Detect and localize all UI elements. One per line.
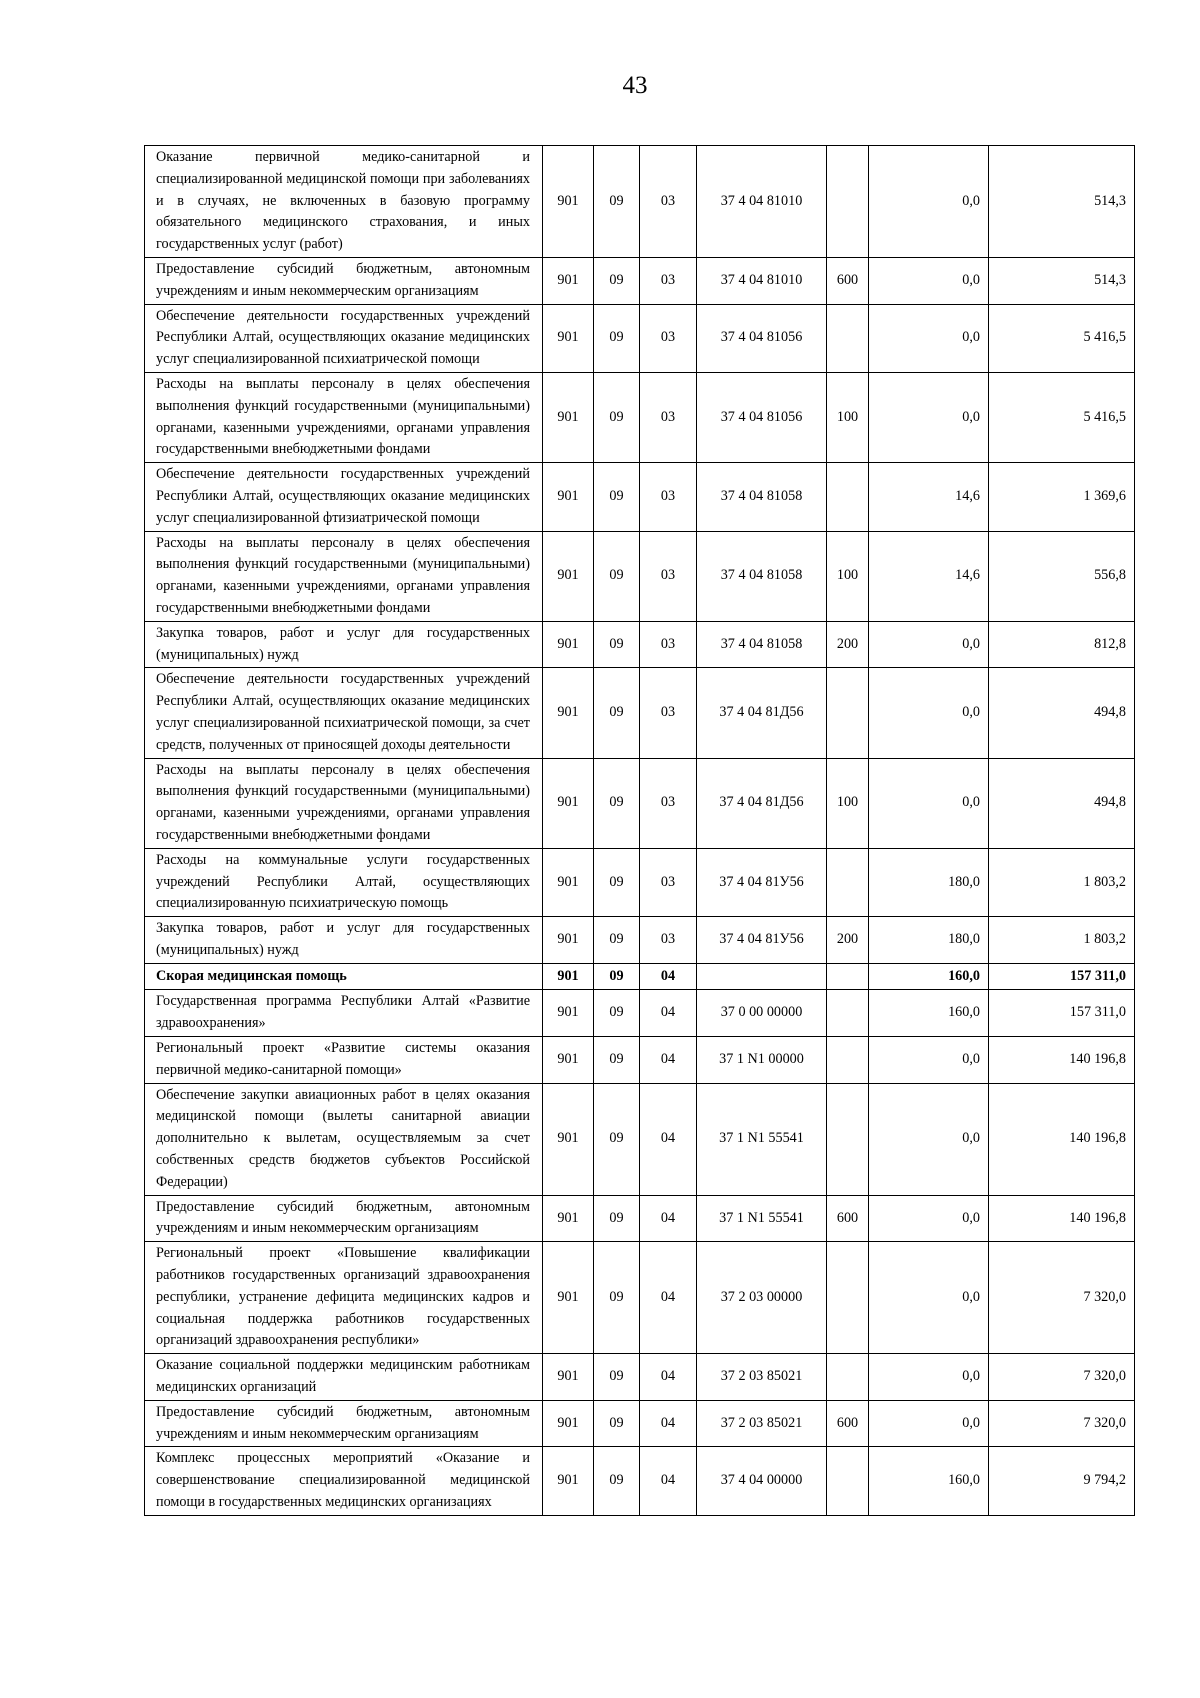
ministry-code: 901 [543, 372, 594, 462]
target-article-code: 37 4 04 81058 [697, 463, 827, 531]
target-article-code: 37 0 00 00000 [697, 990, 827, 1037]
subsection-code: 04 [640, 990, 697, 1037]
row-description: Обеспечение деятельности государственных учреждений Республики Алтай, осуществляющих оказание медицинских услуг специализированной психиатрической помощи, за счет средств, полученных от приносящей доходы деятельности [145, 668, 543, 758]
target-article-code: 37 4 04 81010 [697, 257, 827, 304]
table-row [145, 1242, 1135, 1354]
section-code: 09 [594, 257, 640, 304]
expense-type-code [827, 1083, 869, 1195]
target-article-code: 37 1 N1 55541 [697, 1083, 827, 1195]
amount-1: 0,0 [869, 1354, 989, 1401]
section-code: 09 [594, 1447, 640, 1515]
amount-2: 514,3 [989, 257, 1135, 304]
target-article-code: 37 4 04 00000 [697, 1447, 827, 1515]
amount-2: 7 320,0 [989, 1242, 1135, 1354]
amount-2: 7 320,0 [989, 1354, 1135, 1401]
subsection-code: 03 [640, 463, 697, 531]
table-row [145, 1447, 1135, 1515]
subsection-code: 04 [640, 1400, 697, 1447]
amount-1: 0,0 [869, 1242, 989, 1354]
section-code: 09 [594, 621, 640, 668]
subsection-code: 03 [640, 146, 697, 258]
expense-type-code: 100 [827, 531, 869, 621]
section-code: 09 [594, 668, 640, 758]
target-article-code [697, 963, 827, 990]
amount-1: 180,0 [869, 917, 989, 964]
target-article-code: 37 4 04 81056 [697, 304, 827, 372]
row-description: Государственная программа Республики Алтай «Развитие здравоохранения» [145, 990, 543, 1037]
amount-2: 494,8 [989, 758, 1135, 848]
section-code: 09 [594, 463, 640, 531]
amount-1: 0,0 [869, 1083, 989, 1195]
subsection-code: 03 [640, 372, 697, 462]
amount-1: 0,0 [869, 372, 989, 462]
subsection-code: 04 [640, 963, 697, 990]
target-article-code: 37 4 04 81056 [697, 372, 827, 462]
table-row [145, 531, 1135, 621]
expense-type-code [827, 463, 869, 531]
expense-type-code [827, 1354, 869, 1401]
table-row [145, 1400, 1135, 1447]
expense-type-code: 200 [827, 917, 869, 964]
amount-1: 14,6 [869, 531, 989, 621]
section-code: 09 [594, 758, 640, 848]
amount-2: 7 320,0 [989, 1400, 1135, 1447]
target-article-code: 37 2 03 85021 [697, 1354, 827, 1401]
amount-2: 812,8 [989, 621, 1135, 668]
expense-type-code [827, 1447, 869, 1515]
row-description: Предоставление субсидий бюджетным, автономным учреждениям и иным некоммерческим организациям [145, 1400, 543, 1447]
expense-type-code: 100 [827, 372, 869, 462]
target-article-code: 37 4 04 81У56 [697, 848, 827, 916]
table-row [145, 463, 1135, 531]
amount-2: 5 416,5 [989, 304, 1135, 372]
row-description: Закупка товаров, работ и услуг для государственных (муниципальных) нужд [145, 621, 543, 668]
table-row [145, 668, 1135, 758]
table-row [145, 372, 1135, 462]
subsection-code: 04 [640, 1354, 697, 1401]
amount-2: 157 311,0 [989, 990, 1135, 1037]
section-code: 09 [594, 1195, 640, 1242]
row-description: Расходы на выплаты персоналу в целях обеспечения выполнения функций государственными (муниципальными) органами, казенными учреждениями, органами управления государственными внебюджетными фондами [145, 372, 543, 462]
expense-type-code: 200 [827, 621, 869, 668]
subsection-code: 03 [640, 848, 697, 916]
subsection-code: 03 [640, 621, 697, 668]
row-description: Предоставление субсидий бюджетным, автономным учреждениям и иным некоммерческим организациям [145, 257, 543, 304]
subsection-code: 03 [640, 257, 697, 304]
expense-type-code [827, 963, 869, 990]
target-article-code: 37 4 04 81Д56 [697, 758, 827, 848]
table-row [145, 1083, 1135, 1195]
table-row [145, 304, 1135, 372]
ministry-code: 901 [543, 963, 594, 990]
amount-1: 14,6 [869, 463, 989, 531]
subsection-code: 04 [640, 1447, 697, 1515]
table-row [145, 963, 1135, 990]
amount-1: 160,0 [869, 990, 989, 1037]
target-article-code: 37 1 N1 00000 [697, 1037, 827, 1084]
ministry-code: 901 [543, 1083, 594, 1195]
ministry-code: 901 [543, 1037, 594, 1084]
row-description: Оказание социальной поддержки медицинским работникам медицинских организаций [145, 1354, 543, 1401]
target-article-code: 37 1 N1 55541 [697, 1195, 827, 1242]
section-code: 09 [594, 146, 640, 258]
ministry-code: 901 [543, 990, 594, 1037]
ministry-code: 901 [543, 848, 594, 916]
section-code: 09 [594, 1037, 640, 1084]
table-row [145, 621, 1135, 668]
row-description: Предоставление субсидий бюджетным, автономным учреждениям и иным некоммерческим организациям [145, 1195, 543, 1242]
row-description: Оказание первичной медико-санитарной и специализированной медицинской помощи при заболеваниях и в случаях, не включенных в базовую программу обязательного медицинского страхования, и иных государственных услуг (работ) [145, 146, 543, 258]
row-description: Обеспечение деятельности государственных учреждений Республики Алтай, осуществляющих оказание медицинских услуг специализированной фтизиатрической помощи [145, 463, 543, 531]
amount-1: 0,0 [869, 257, 989, 304]
target-article-code: 37 4 04 81058 [697, 621, 827, 668]
section-code: 09 [594, 990, 640, 1037]
ministry-code: 901 [543, 463, 594, 531]
section-code: 09 [594, 372, 640, 462]
ministry-code: 901 [543, 758, 594, 848]
row-description: Расходы на коммунальные услуги государственных учреждений Республики Алтай, осуществляющих специализированную психиатрическую помощь [145, 848, 543, 916]
amount-1: 0,0 [869, 668, 989, 758]
ministry-code: 901 [543, 1354, 594, 1401]
ministry-code: 901 [543, 1400, 594, 1447]
section-code: 09 [594, 1242, 640, 1354]
row-description: Комплекс процессных мероприятий «Оказание и совершенствование специализированной медицинской помощи в государственных медицинских организациях [145, 1447, 543, 1515]
row-description: Закупка товаров, работ и услуг для государственных (муниципальных) нужд [145, 917, 543, 964]
expense-type-code [827, 1242, 869, 1354]
amount-2: 1 803,2 [989, 848, 1135, 916]
expense-type-code [827, 146, 869, 258]
amount-2: 140 196,8 [989, 1037, 1135, 1084]
amount-1: 0,0 [869, 1195, 989, 1242]
subsection-code: 03 [640, 304, 697, 372]
ministry-code: 901 [543, 621, 594, 668]
amount-2: 1 803,2 [989, 917, 1135, 964]
amount-2: 514,3 [989, 146, 1135, 258]
row-description: Расходы на выплаты персоналу в целях обеспечения выполнения функций государственными (муниципальными) органами, казенными учреждениями, органами управления государственными внебюджетными фондами [145, 531, 543, 621]
row-description: Обеспечение деятельности государственных учреждений Республики Алтай, осуществляющих оказание медицинских услуг специализированной психиатрической помощи [145, 304, 543, 372]
amount-1: 0,0 [869, 1400, 989, 1447]
ministry-code: 901 [543, 531, 594, 621]
amount-1: 0,0 [869, 758, 989, 848]
ministry-code: 901 [543, 146, 594, 258]
amount-2: 140 196,8 [989, 1195, 1135, 1242]
target-article-code: 37 4 04 81058 [697, 531, 827, 621]
expense-type-code [827, 990, 869, 1037]
table-row [145, 1354, 1135, 1401]
ministry-code: 901 [543, 668, 594, 758]
expense-type-code [827, 848, 869, 916]
amount-2: 9 794,2 [989, 1447, 1135, 1515]
row-description: Скорая медицинская помощь [145, 963, 543, 990]
amount-1: 0,0 [869, 146, 989, 258]
ministry-code: 901 [543, 1242, 594, 1354]
amount-2: 157 311,0 [989, 963, 1135, 990]
row-description: Региональный проект «Развитие системы оказания первичной медико-санитарной помощи» [145, 1037, 543, 1084]
expense-type-code [827, 668, 869, 758]
table-row [145, 848, 1135, 916]
target-article-code: 37 4 04 81У56 [697, 917, 827, 964]
section-code: 09 [594, 1354, 640, 1401]
section-code: 09 [594, 1083, 640, 1195]
amount-2: 140 196,8 [989, 1083, 1135, 1195]
target-article-code: 37 4 04 81010 [697, 146, 827, 258]
page-number: 43 [622, 72, 648, 99]
table-row [145, 1195, 1135, 1242]
subsection-code: 03 [640, 758, 697, 848]
subsection-code: 03 [640, 531, 697, 621]
section-code: 09 [594, 531, 640, 621]
target-article-code: 37 4 04 81Д56 [697, 668, 827, 758]
table-row [145, 146, 1135, 258]
target-article-code: 37 2 03 00000 [697, 1242, 827, 1354]
expense-type-code [827, 1037, 869, 1084]
section-code: 09 [594, 1400, 640, 1447]
ministry-code: 901 [543, 304, 594, 372]
ministry-code: 901 [543, 1447, 594, 1515]
subsection-code: 04 [640, 1242, 697, 1354]
subsection-code: 03 [640, 668, 697, 758]
ministry-code: 901 [543, 917, 594, 964]
budget-table [144, 145, 1135, 1516]
row-description: Региональный проект «Повышение квалификации работников государственных организаций здравоохранения республики, устранение дефицита медицинских кадров и социальная поддержка работников государственных организаций здравоохранения республики» [145, 1242, 543, 1354]
row-description: Расходы на выплаты персоналу в целях обеспечения выполнения функций государственными (муниципальными) органами, казенными учреждениями, органами управления государственными внебюджетными фондами [145, 758, 543, 848]
amount-1: 160,0 [869, 963, 989, 990]
expense-type-code: 600 [827, 1400, 869, 1447]
ministry-code: 901 [543, 1195, 594, 1242]
table-row [145, 758, 1135, 848]
section-code: 09 [594, 963, 640, 990]
table-row [145, 917, 1135, 964]
expense-type-code: 600 [827, 1195, 869, 1242]
expense-type-code [827, 304, 869, 372]
expense-type-code: 100 [827, 758, 869, 848]
row-description: Обеспечение закупки авиационных работ в целях оказания медицинской помощи (вылеты санитарной авиации дополнительно к вылетам, осуществляемым за счет собственных средств бюджетов субъектов Российской Федерации) [145, 1083, 543, 1195]
table-row [145, 257, 1135, 304]
table-row [145, 990, 1135, 1037]
amount-2: 494,8 [989, 668, 1135, 758]
subsection-code: 03 [640, 917, 697, 964]
amount-1: 0,0 [869, 1037, 989, 1084]
section-code: 09 [594, 304, 640, 372]
amount-1: 0,0 [869, 304, 989, 372]
subsection-code: 04 [640, 1195, 697, 1242]
table-row [145, 1037, 1135, 1084]
section-code: 09 [594, 917, 640, 964]
amount-1: 0,0 [869, 621, 989, 668]
amount-1: 180,0 [869, 848, 989, 916]
target-article-code: 37 2 03 85021 [697, 1400, 827, 1447]
amount-2: 1 369,6 [989, 463, 1135, 531]
amount-2: 556,8 [989, 531, 1135, 621]
amount-2: 5 416,5 [989, 372, 1135, 462]
section-code: 09 [594, 848, 640, 916]
amount-1: 160,0 [869, 1447, 989, 1515]
subsection-code: 04 [640, 1083, 697, 1195]
subsection-code: 04 [640, 1037, 697, 1084]
expense-type-code: 600 [827, 257, 869, 304]
ministry-code: 901 [543, 257, 594, 304]
